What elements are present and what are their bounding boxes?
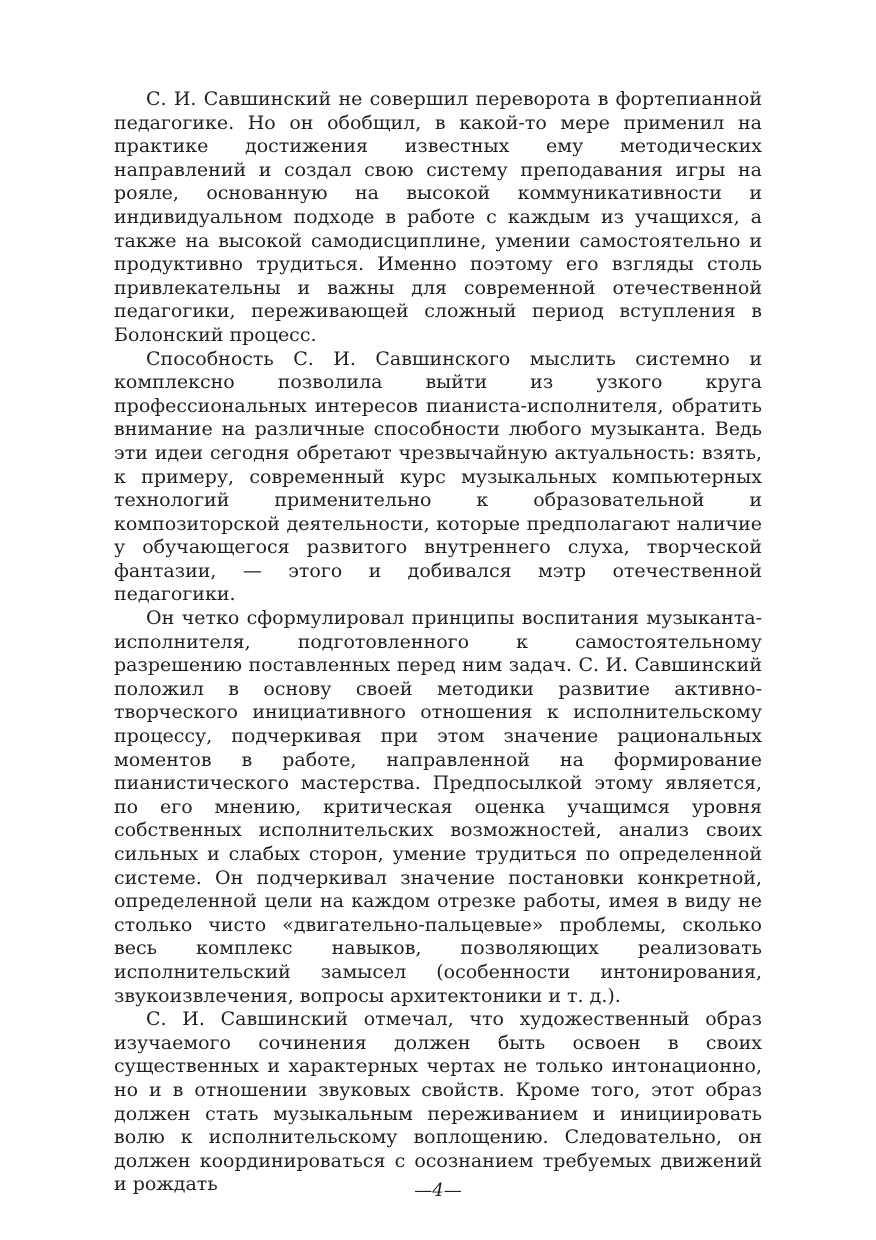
paragraph-4: С. И. Савшинский отмечал, что художественный образ изучаемого сочинения должен быть освоен в своих существенных и характерных чертах не только интонационно, но и в отношении звуковых свойств. Кроме того, этот образ должен стать музыкальным переживанием и инициировать волю к исполнительскому воплощению. Следовательно, он должен координироваться с осознанием требуемых движений и рождать: [114, 1008, 762, 1196]
paragraph-2: Способность С. И. Савшинского мыслить системно и комплексно позволила выйти из узкого круга профессиональных интересов пианиста-исполнителя, обратить внимание на различные способности любого музыканта. Ведь эти идеи сегодня обретают чрезвычайную актуальность: взять, к примеру, современный курс музыкальных компьютерных технологий применительно к образовательной и композиторской деятельности, которые предполагают наличие у обучающегося развитого внутреннего слуха, творческой фантазии, — этого и добивался мэтр отечественной педагогики.: [114, 347, 762, 606]
paragraph-3: Он четко сформулировал принципы воспитания музыканта-исполнителя, подготовленного к самостоятельному разрешению поставленных перед ним задач. С. И. Савшинский положил в основу своей методики развитие активно-творческого инициативного отношения к исполнительскому процессу, подчеркивая при этом значение рациональных моментов в работе, направленной на формирование пианистического мастерства. Предпосылкой этому является, по его мнению, критическая оценка учащимся уровня собственных исполнительских возможностей, анализ своих сильных и слабых сторон, умение трудиться по определенной системе. Он подчеркивал значение постановки конкретной, определенной цели на каждом отрезке работы, имея в виду не столько чисто «двигательно-пальцевые» проблемы, сколько весь комплекс навыков, позволяющих реализовать исполнительский замысел (особенности интонирования, звукоизвлечения, вопросы архитектоники и т. д.).: [114, 607, 762, 1007]
paragraph-1: С. И. Савшинский не совершил переворота в фортепианной педагогике. Но он обобщил, в какой-то мере применил на практике достижения известных ему методических направлений и создал свою систему преподавания игры на рояле, основанную на высокой коммуникативности и индивидуальном подходе в работе с каждым из учащихся, а также на высокой самодисциплине, умении самостоятельно и продуктивно трудиться. Именно поэтому его взгляды столь привлекательны и важны для современной отечественной педагогики, переживающей сложный период вступления в Болонский процесс.: [114, 88, 762, 346]
footer-dash-left: —: [414, 1180, 433, 1201]
page-footer: [0, 1180, 876, 1202]
footer-dash-right: —: [443, 1180, 462, 1201]
page-body: [114, 88, 762, 1197]
page-number: 4: [432, 1180, 444, 1201]
